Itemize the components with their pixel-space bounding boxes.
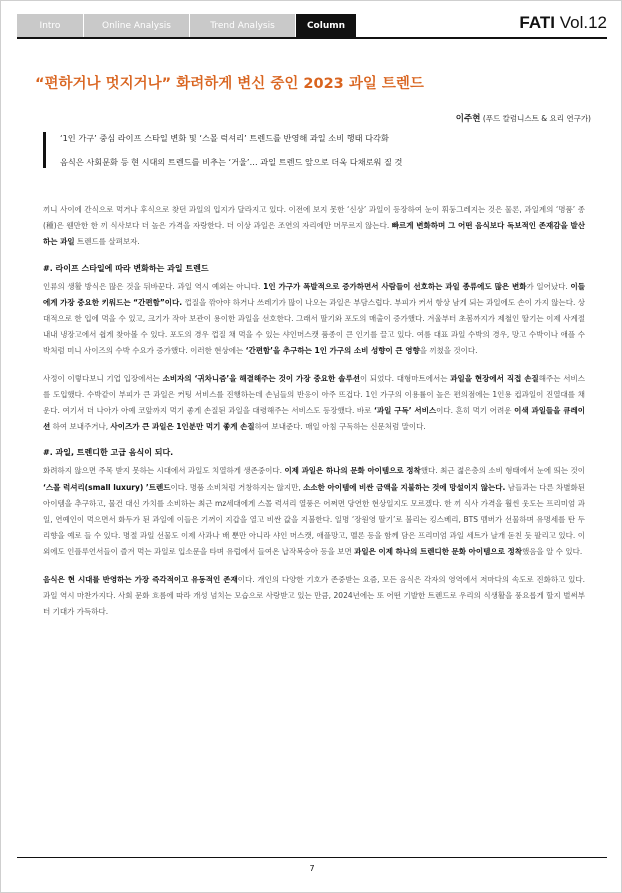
body-paragraph bbox=[43, 279, 585, 360]
emphasis: 사이즈가 큰 과일은 1인분만 먹기 좋게 손질 bbox=[110, 422, 255, 432]
author-byline bbox=[456, 112, 591, 124]
article-body bbox=[43, 202, 585, 631]
emphasis: 빠르게 변화하며 그 어떤 음식보다 독보적인 존재감을 발산하는 과일 bbox=[43, 221, 586, 247]
text-run: 껍질을 깎아야 하거나 쓰레기가 많이 나오는 과일은 부담스럽다. 부피가 커서 항상 남게 되는 과일에도 손이 가지 않는다. 상대적으로 한 입에 먹을 수 있고, 크기가 작아 보관이 용이한 과일을 선호한다. 그래서 딸기와 포도의 매출이 증가했다. 겨울부터 초봄까지가 제철인 딸기는 이제 사계절 내내 냉장고에서 쉽게 찾아볼 수 있다. 포도의 경우 껍질 채 먹을 수 있는 샤인머스캣 품종이 큰 인기를 끌고 있다. 여름 대표 과일 수박의 경우, 망고 수박이나 애플 수박처럼 미니 사이즈의 수박 수요가 증가했다. 이러한 현상에는 bbox=[43, 297, 585, 356]
section-heading: #. 라이프 스타일에 따라 변화하는 과일 트렌드 bbox=[43, 263, 209, 273]
article-summary bbox=[43, 132, 583, 168]
emphasis: 과일은 이제 하나의 트렌디한 문화 아이템으로 정착 bbox=[354, 547, 522, 557]
emphasis: 소소한 아이템에 비싼 금액을 지불하는 것에 망설이지 않는다. bbox=[303, 482, 506, 492]
text-run: 했다. 최근 젊은층의 소비 형태에서 눈에 띄는 것이 bbox=[420, 466, 585, 476]
article-title: “편하거나 멋지거나” 화려하게 변신 중인 2023 과일 트렌드 bbox=[35, 76, 424, 92]
text-run: 남들과는 다른 차별화된 아이템을 추구하고, 물건 대신 가치를 소비하는 최근 mz세대에게 스몰 럭셔리 열풍은 어쩌면 당연한 현상일지도 모르겠다. 한 끼 식사 가격을 훨씬 웃도는 프리미엄 과일, 연예인이 먹으면서 화두가 된 과일에 이들은 기꺼이 지갑을 열고 비싼 값을 지불한다. 일명 ‘장원영 딸기’로 불리는 킹스베리, BTS 멤버가 선물하며 유명세를 탄 두리향을 예로 들 수 있다. 명절 과일 선물도 이제 사과나 배 뿐만 아니라 샤인 머스캣, 애플망고, 멜론 등을 함께 담은 프리미엄 과일 세트가 날개 돋친 듯 팔리고 있다. 이 외에도 인플루언서들이 즐겨 먹는 과일로 입소문을 타며 유럽에서 들여온 납작복숭아 등을 보면 bbox=[43, 482, 585, 557]
text-run: 이 되었다. 대형마트에서는 bbox=[359, 373, 451, 383]
emphasis: ‘스몰 럭셔리(small luxury) ’트렌드 bbox=[43, 482, 171, 492]
text-run: 이다. 흔히 먹기 어려운 bbox=[436, 406, 515, 416]
header-divider bbox=[17, 37, 607, 39]
intro-paragraph bbox=[43, 202, 585, 251]
text-run: 인류의 생활 방식은 많은 것을 뒤바꾼다. 과일 역시 예외는 아니다. bbox=[43, 281, 264, 291]
emphasis: 이색 과일들을 큐레이션 bbox=[43, 406, 585, 432]
text-run: 을 끼쳤을 것이다. bbox=[419, 346, 478, 356]
emphasis: 이들에게 가장 중요한 키워드는 “간편함”이다. bbox=[43, 281, 585, 307]
tab-online-analysis[interactable]: Online Analysis bbox=[84, 14, 189, 37]
text-run: 가 일어났다. bbox=[526, 281, 571, 291]
body-paragraph bbox=[43, 463, 585, 560]
emphasis: 소비자의 ‘귀차니즘’을 해결해주는 것이 가장 중요한 솔루션 bbox=[162, 373, 360, 383]
body-paragraph bbox=[43, 371, 585, 436]
text-run: 트렌드를 살펴보자. bbox=[74, 237, 140, 247]
conclusion-paragraph bbox=[43, 572, 585, 621]
tab-intro[interactable]: Intro bbox=[17, 14, 83, 37]
brand-volume: Vol.12 bbox=[559, 13, 607, 32]
text-run: 화려하지 않으면 주목 받지 못하는 시대에서 과일도 치열하게 생존중이다. bbox=[43, 466, 285, 476]
brand-name: FATI bbox=[519, 13, 555, 32]
text-run: 사정이 이렇다보니 기업 입장에서는 bbox=[43, 373, 163, 383]
text-run: 했음을 알 수 있다. bbox=[521, 547, 583, 557]
emphasis: ‘과일 구독’ 서비스 bbox=[374, 406, 437, 416]
summary-line: 음식은 사회문화 등 현 시대의 트렌드를 비추는 ‘거울’… 과일 트렌드 앞으로 더욱 다채로워 질 것 bbox=[60, 157, 403, 167]
page-number: 7 bbox=[309, 864, 315, 873]
text-run: 끼니 사이에 간식으로 먹거나 후식으로 찾던 과일의 입지가 달라지고 있다. 이전에 보지 못한 ‘신상’ 과일이 등장하여 눈이 휘둥그레지는 것은 물론, 과일계의 ‘명품’ 종(種)은 웬만한 한 끼 식사보다 더 높은 가격을 자랑한다. 더 이상 과일은 조연의 자리에만 머무르지 않는다. bbox=[43, 205, 585, 231]
text-run: 이다. 명품 소비처럼 거창하지는 않지만, bbox=[170, 482, 304, 492]
text-run: 하여 보내준다. 매일 아침 구독하는 신문처럼 말이다. bbox=[254, 422, 426, 432]
section-heading: #. 과일, 트렌디한 고급 음식이 되다. bbox=[43, 448, 174, 458]
tab-column[interactable]: Column bbox=[296, 14, 356, 37]
emphasis: 이제 과일은 하나의 문화 아이템으로 정착 bbox=[284, 466, 421, 476]
summary-line: ‘1인 가구’ 중심 라이프 스타일 변화 및 ‘스몰 럭셔리’ 트렌드를 반영해 과일 소비 행태 다각화 bbox=[60, 133, 389, 143]
tab-trend-analysis[interactable]: Trend Analysis bbox=[190, 14, 295, 37]
text-run: 해주는 서비스를 도입했다. 수박같이 부피가 큰 과일은 커팅 서비스를 진행하는데 손님들의 반응이 아주 뜨겁다. 1인 가구의 이용률이 높은 편의점에는 1인용 컵과일이 진열대를 채운다. 여기서 더 나아가 아예 코앞까지 먹기 좋게 손질된 과일을 대령해주는 서비스도 등장했다. 바로 bbox=[43, 373, 585, 416]
emphasis: 과일을 현장에서 직접 손질 bbox=[450, 373, 539, 383]
footer-divider bbox=[17, 857, 607, 858]
emphasis: ‘간편함’을 추구하는 1인 가구의 소비 성향이 큰 영향 bbox=[245, 346, 420, 356]
text-run: 이다. 개인의 다양한 기호가 존중받는 요즘, 모든 음식은 각자의 영역에서 저마다의 속도로 진화하고 있다. 과일 역시 마찬가지다. 사회 문화 흐름에 따라 개성 넘치는 모습으로 사랑받고 있는 만큼, 2024년에는 또 어떤 기발한 트렌드로 우리의 식생활을 풍요롭게 할지 벌써부터 기대가 가득하다. bbox=[43, 574, 585, 617]
emphasis: 음식은 현 시대를 반영하는 가장 즉각적이고 유동적인 존재 bbox=[43, 574, 238, 584]
author-role: (푸드 칼럼니스트 & 요리 연구가) bbox=[482, 114, 591, 123]
section-tabs bbox=[17, 14, 357, 37]
text-run: 하여 보내주거나, bbox=[50, 422, 111, 432]
emphasis: 1인 가구가 폭발적으로 증가하면서 사람들이 선호하는 과일 종류에도 많은 변화 bbox=[263, 281, 527, 291]
magazine-brand bbox=[519, 13, 607, 33]
author-name: 이주현 bbox=[455, 114, 481, 124]
